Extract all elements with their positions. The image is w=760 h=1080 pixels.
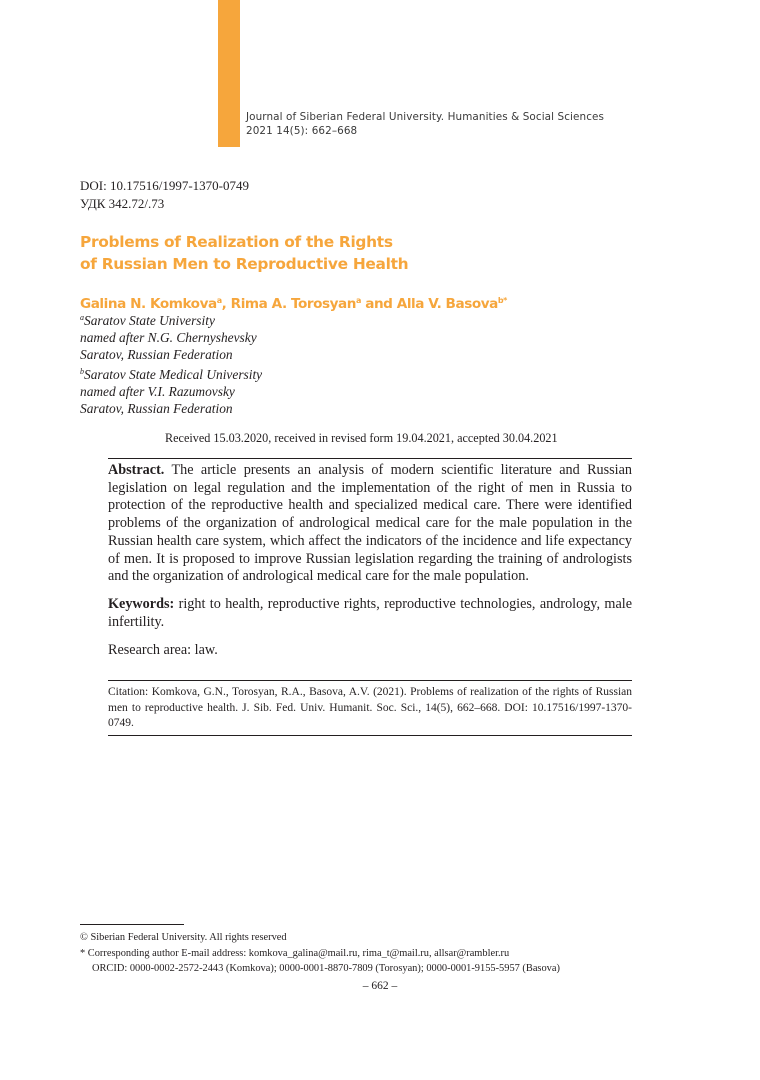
received-dates: Received 15.03.2020, received in revised form 19.04.2021, accepted 30.04.2021: [165, 431, 558, 445]
abstract-label: Abstract.: [108, 462, 165, 478]
title-line-2: of Russian Men to Reproductive Health: [80, 255, 409, 273]
citation-top-rule: [108, 680, 632, 681]
header-accent-bar: [218, 0, 240, 147]
author-affil-mark: a: [216, 296, 222, 305]
orcid-note: ORCID: 0000-0002-2572-2443 (Komkova); 0000-0001-8870-7809 (Torosyan); 0000-0001-9155-5957 (Basova): [92, 963, 560, 974]
journal-header: [246, 110, 604, 138]
copyright-note: © Siberian Federal University. All rights reserved: [80, 932, 287, 943]
research-area: Research area: law.: [108, 642, 218, 658]
keywords-label: Keywords:: [108, 596, 175, 612]
affiliation-b: $^b$Saratov State Medical University: [80, 367, 263, 382]
doi: DOI: 10.17516/1997-1370-0749: [80, 178, 249, 193]
journal-issue: 2021 14(5): 662–668: [246, 125, 358, 137]
affiliation-b-line: Saratov, Russian Federation: [80, 401, 233, 416]
affiliation-a-line: named after N.G. Chernyshevsky: [80, 330, 257, 345]
affiliation-mark: b: [80, 367, 84, 376]
author-separator: ,: [221, 296, 231, 312]
author-basova: Alla V. Basova: [396, 296, 498, 312]
author-affil-mark: a: [356, 296, 361, 305]
page-number: – 662 –: [362, 980, 398, 992]
abstract-top-rule: [108, 458, 632, 459]
citation: Citation: Komkova, G.N., Torosyan, R.A., Basova, A.V. (2021). Problems of realization of the rights of Russian men to reproductive health. J. Sib. Fed. Univ. Humanit. Soc. Sci., 14(5), 662–668. DOI: 10.17516/1997-1370-0749.: [108, 686, 632, 729]
udk: УДК 342.72/.73: [80, 196, 165, 211]
article-meta: [80, 177, 249, 213]
author-torosyan: Rima A. Torosyan: [230, 296, 356, 312]
abstract: [108, 462, 632, 586]
affiliation-b-line: named after V.I. Razumovsky: [80, 384, 235, 399]
keywords: [108, 596, 632, 631]
abstract-text: The article presents an analysis of modern scientific literature and Russian legislation on legal regulation and the implementation of the right of men in Russia to protection of the reproductive health and specialized medical care. There were identified problems of the organization of andrological medical care for the male population in the Russian health care system, which affect the indicators of the incidence and life expectancy of men. It is proposed to improve Russian legislation regarding the training of andrologists and the organization of andrological medical care for the male population.: [108, 462, 633, 585]
journal-name: Journal of Siberian Federal University. Humanities & Social Sciences: [246, 111, 605, 123]
affiliation-a-line: Saratov, Russian Federation: [80, 347, 233, 362]
footnotes: [80, 930, 560, 977]
citation-bottom-rule: [108, 735, 632, 736]
author-separator: and: [360, 296, 397, 312]
title-line-1: Problems of Realization of the Rights: [80, 233, 393, 251]
affiliations: [80, 309, 262, 417]
corresponding-author-note: * Corresponding author E-mail address: komkova_galina@mail.ru, rima_t@mail.ru, allsar@rambler.ru: [80, 947, 510, 959]
footnote-rule: [80, 924, 184, 925]
author-affil-mark: b*: [497, 296, 507, 305]
affiliation-mark: a: [80, 313, 84, 322]
affiliation-a: $^a$Saratov State University: [80, 313, 215, 328]
keywords-text: right to health, reproductive rights, reproductive technologies, andrology, male infertility.: [108, 596, 632, 630]
article-title: [80, 231, 408, 275]
author-komkova: Galina N. Komkova: [80, 296, 217, 312]
